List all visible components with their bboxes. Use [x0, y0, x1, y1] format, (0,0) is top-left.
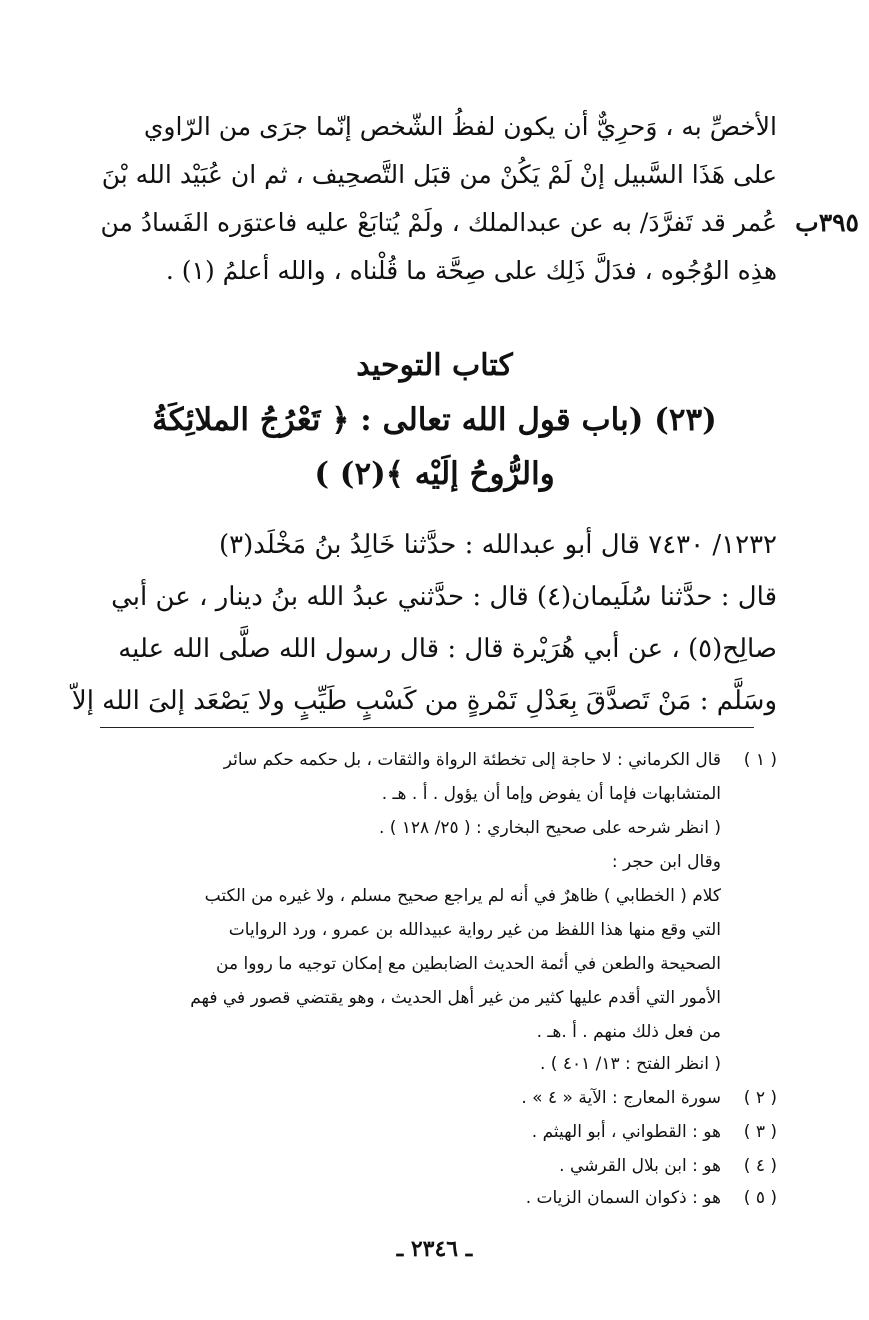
footnote-number: ( ٥ )	[743, 1188, 777, 1208]
hadith-line: صالِح(٥) ، عن أبي هُرَيْرة قال : قال رسول الله صلَّى الله عليه	[118, 634, 777, 664]
paragraph-line: عُمر قد تَفرَّدَ/ به عن عبدالملك ، ولَمْ يُتابَعْ عليه فاعتوَره الفَسادُ من	[100, 208, 777, 237]
hadith-line: وسَلَّم : مَنْ تَصدَّقَ بِعَدْلِ تَمْرةٍ من كَسْبٍ طَيِّبٍ ولا يَصْعَد إلىَ الله إلاّ	[71, 686, 777, 716]
book-title: كتاب التوحيد	[356, 348, 513, 383]
footnote-line: هو : ذكوان السمان الزيات .	[525, 1188, 721, 1208]
footnote-line: التي وقع منها هذا اللفظ من غير رواية عبيدالله بن عمرو ، ورد الروايات	[228, 920, 721, 940]
footnote-line: الأمور التي أقدم عليها كثير من غير أهل الحديث ، وهو يقتضي قصور في فهم	[190, 988, 721, 1008]
paragraph-line: هذِه الوُجُوه ، فدَلَّ ذَلِك على صِحَّة ما قُلْناه ، والله أعلمُ (١) .	[165, 256, 777, 285]
hadith-line: ١٢٣٢/ ٧٤٣٠ قال أبو عبدالله : حدَّثنا خَالِدُ بنُ مَخْلَد(٣)	[218, 530, 777, 560]
hadith-line: قال : حدَّثنا سُلَيمان(٤) قال : حدَّثني عبدُ الله بنُ دينار ، عن أبي	[111, 582, 777, 612]
footnote-line: هو : القطواني ، أبو الهيثم .	[531, 1122, 721, 1142]
footnote-line: الصحيحة والطعن في أئمة الحديث الضابطين مع إمكان توجيه ما رووا من	[216, 954, 721, 974]
footnote-line: ( انظر شرحه على صحيح البخاري : ( ٢٥/ ١٢٨ ) .	[378, 818, 721, 838]
footnote-number: ( ١ )	[743, 750, 777, 770]
footnote-number: ( ٣ )	[743, 1122, 777, 1142]
footnote-line: من فعل ذلك منهم . أ .هـ .	[536, 1022, 721, 1042]
page-number: ـ ٢٣٤٦ ـ	[396, 1236, 473, 1262]
footnote-separator	[100, 727, 754, 728]
chapter-title-line1: (٢٣) (باب قول الله تعالى : ﴿ تَعْرُجُ الملائِكَةُ	[152, 402, 717, 438]
margin-folio-reference: ٣٩٥ب	[795, 208, 859, 237]
footnote-line: المتشابهات فإما أن يفوض وإما أن يؤول . أ . هـ .	[381, 784, 721, 804]
footnote-line: ( انظر الفتح : ١٣/ ٤٠١ ) .	[539, 1054, 721, 1074]
footnote-number: ( ٤ )	[743, 1156, 777, 1176]
chapter-title-line2: والرُّوحُ إلَيْه ﴾(٢) )	[314, 456, 555, 492]
footnote-line: هو : ابن بلال القرشي .	[559, 1156, 721, 1176]
footnote-line: سورة المعارج : الآية « ٤ » .	[521, 1088, 721, 1108]
paragraph-line: على هَذَا السَّبيل إنْ لَمْ يَكُنْ من قبَل التَّصحِيف ، ثم ان عُبَيْد الله بْنَ	[101, 160, 777, 189]
footnote-line: كلام ( الخطابي ) ظاهرٌ في أنه لم يراجع صحيح مسلم ، ولا غيره من الكتب	[204, 886, 721, 906]
footnote-number: ( ٢ )	[743, 1088, 777, 1108]
footnote-line: قال الكرماني : لا حاجة إلى تخطئة الرواة والثقات ، بل حكمه حكم سائر	[223, 750, 721, 770]
footnote-line: وقال ابن حجر :	[611, 852, 721, 872]
paragraph-line: الأخصِّ به ، وَحرِيٌّ أن يكون لفظُ الشّخص إنّما جرَى من الرّاوي	[143, 112, 777, 141]
